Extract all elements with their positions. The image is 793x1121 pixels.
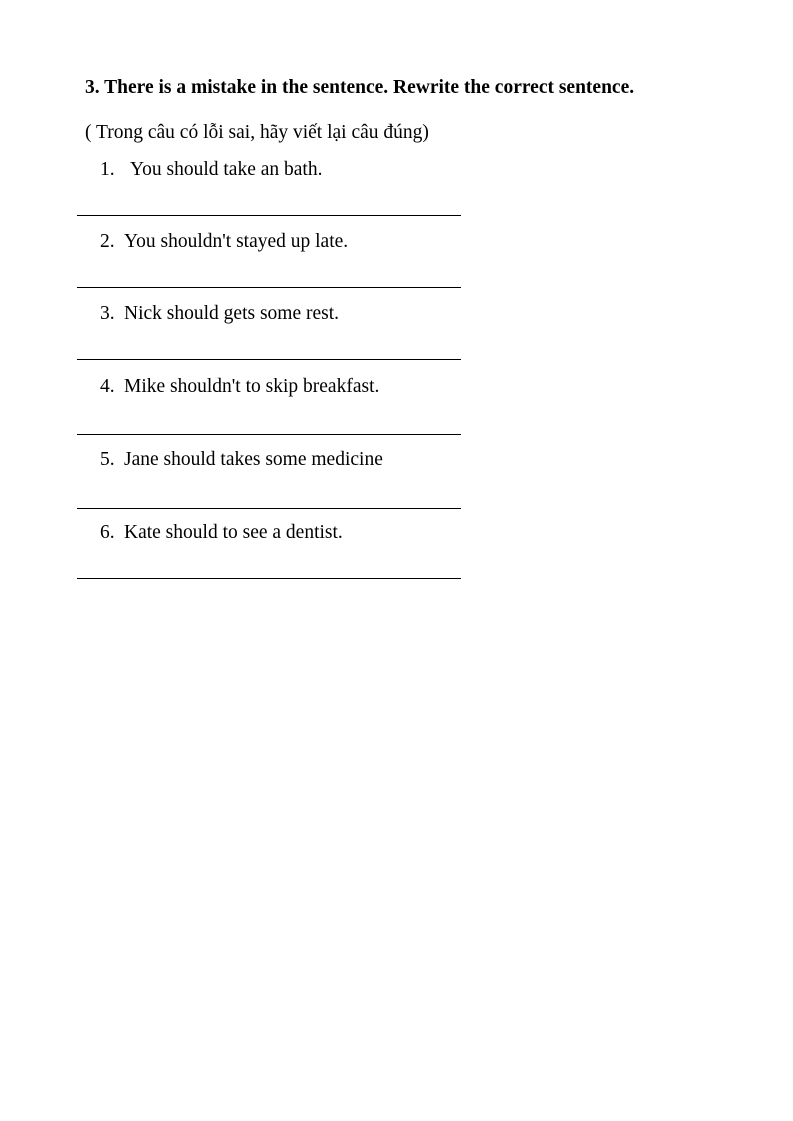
sentence-item-6 — [100, 522, 343, 544]
answer-line-1[interactable] — [77, 215, 461, 216]
item-number: 4. — [100, 376, 115, 397]
exercise-heading: 3. There is a mistake in the sentence. Rewrite the correct sentence. — [85, 77, 635, 98]
item-text: You should take an bath. — [130, 159, 323, 180]
sentence-item-1 — [100, 159, 322, 181]
answer-line-3[interactable] — [77, 359, 461, 360]
item-number: 2. — [100, 231, 115, 252]
item-text: Mike shouldn't to skip breakfast. — [124, 376, 380, 397]
item-number: 5. — [100, 449, 115, 470]
sentence-item-4 — [100, 376, 379, 398]
item-number: 6. — [100, 522, 115, 543]
item-text: Kate should to see a dentist. — [124, 522, 343, 543]
item-text: Nick should gets some rest. — [124, 303, 340, 324]
item-number: 1. — [100, 159, 115, 180]
answer-line-5[interactable] — [77, 508, 461, 509]
exercise-instruction-vietnamese: ( Trong câu có lỗi sai, hãy viết lại câu đúng) — [85, 122, 429, 143]
item-text: You shouldn't stayed up late. — [124, 231, 349, 252]
sentence-item-2 — [100, 231, 348, 253]
sentence-item-5 — [100, 449, 383, 471]
sentence-item-3 — [100, 303, 339, 325]
answer-line-4[interactable] — [77, 434, 461, 435]
answer-line-2[interactable] — [77, 287, 461, 288]
answer-line-6[interactable] — [77, 578, 461, 579]
item-number: 3. — [100, 303, 115, 324]
item-text: Jane should takes some medicine — [124, 449, 383, 470]
